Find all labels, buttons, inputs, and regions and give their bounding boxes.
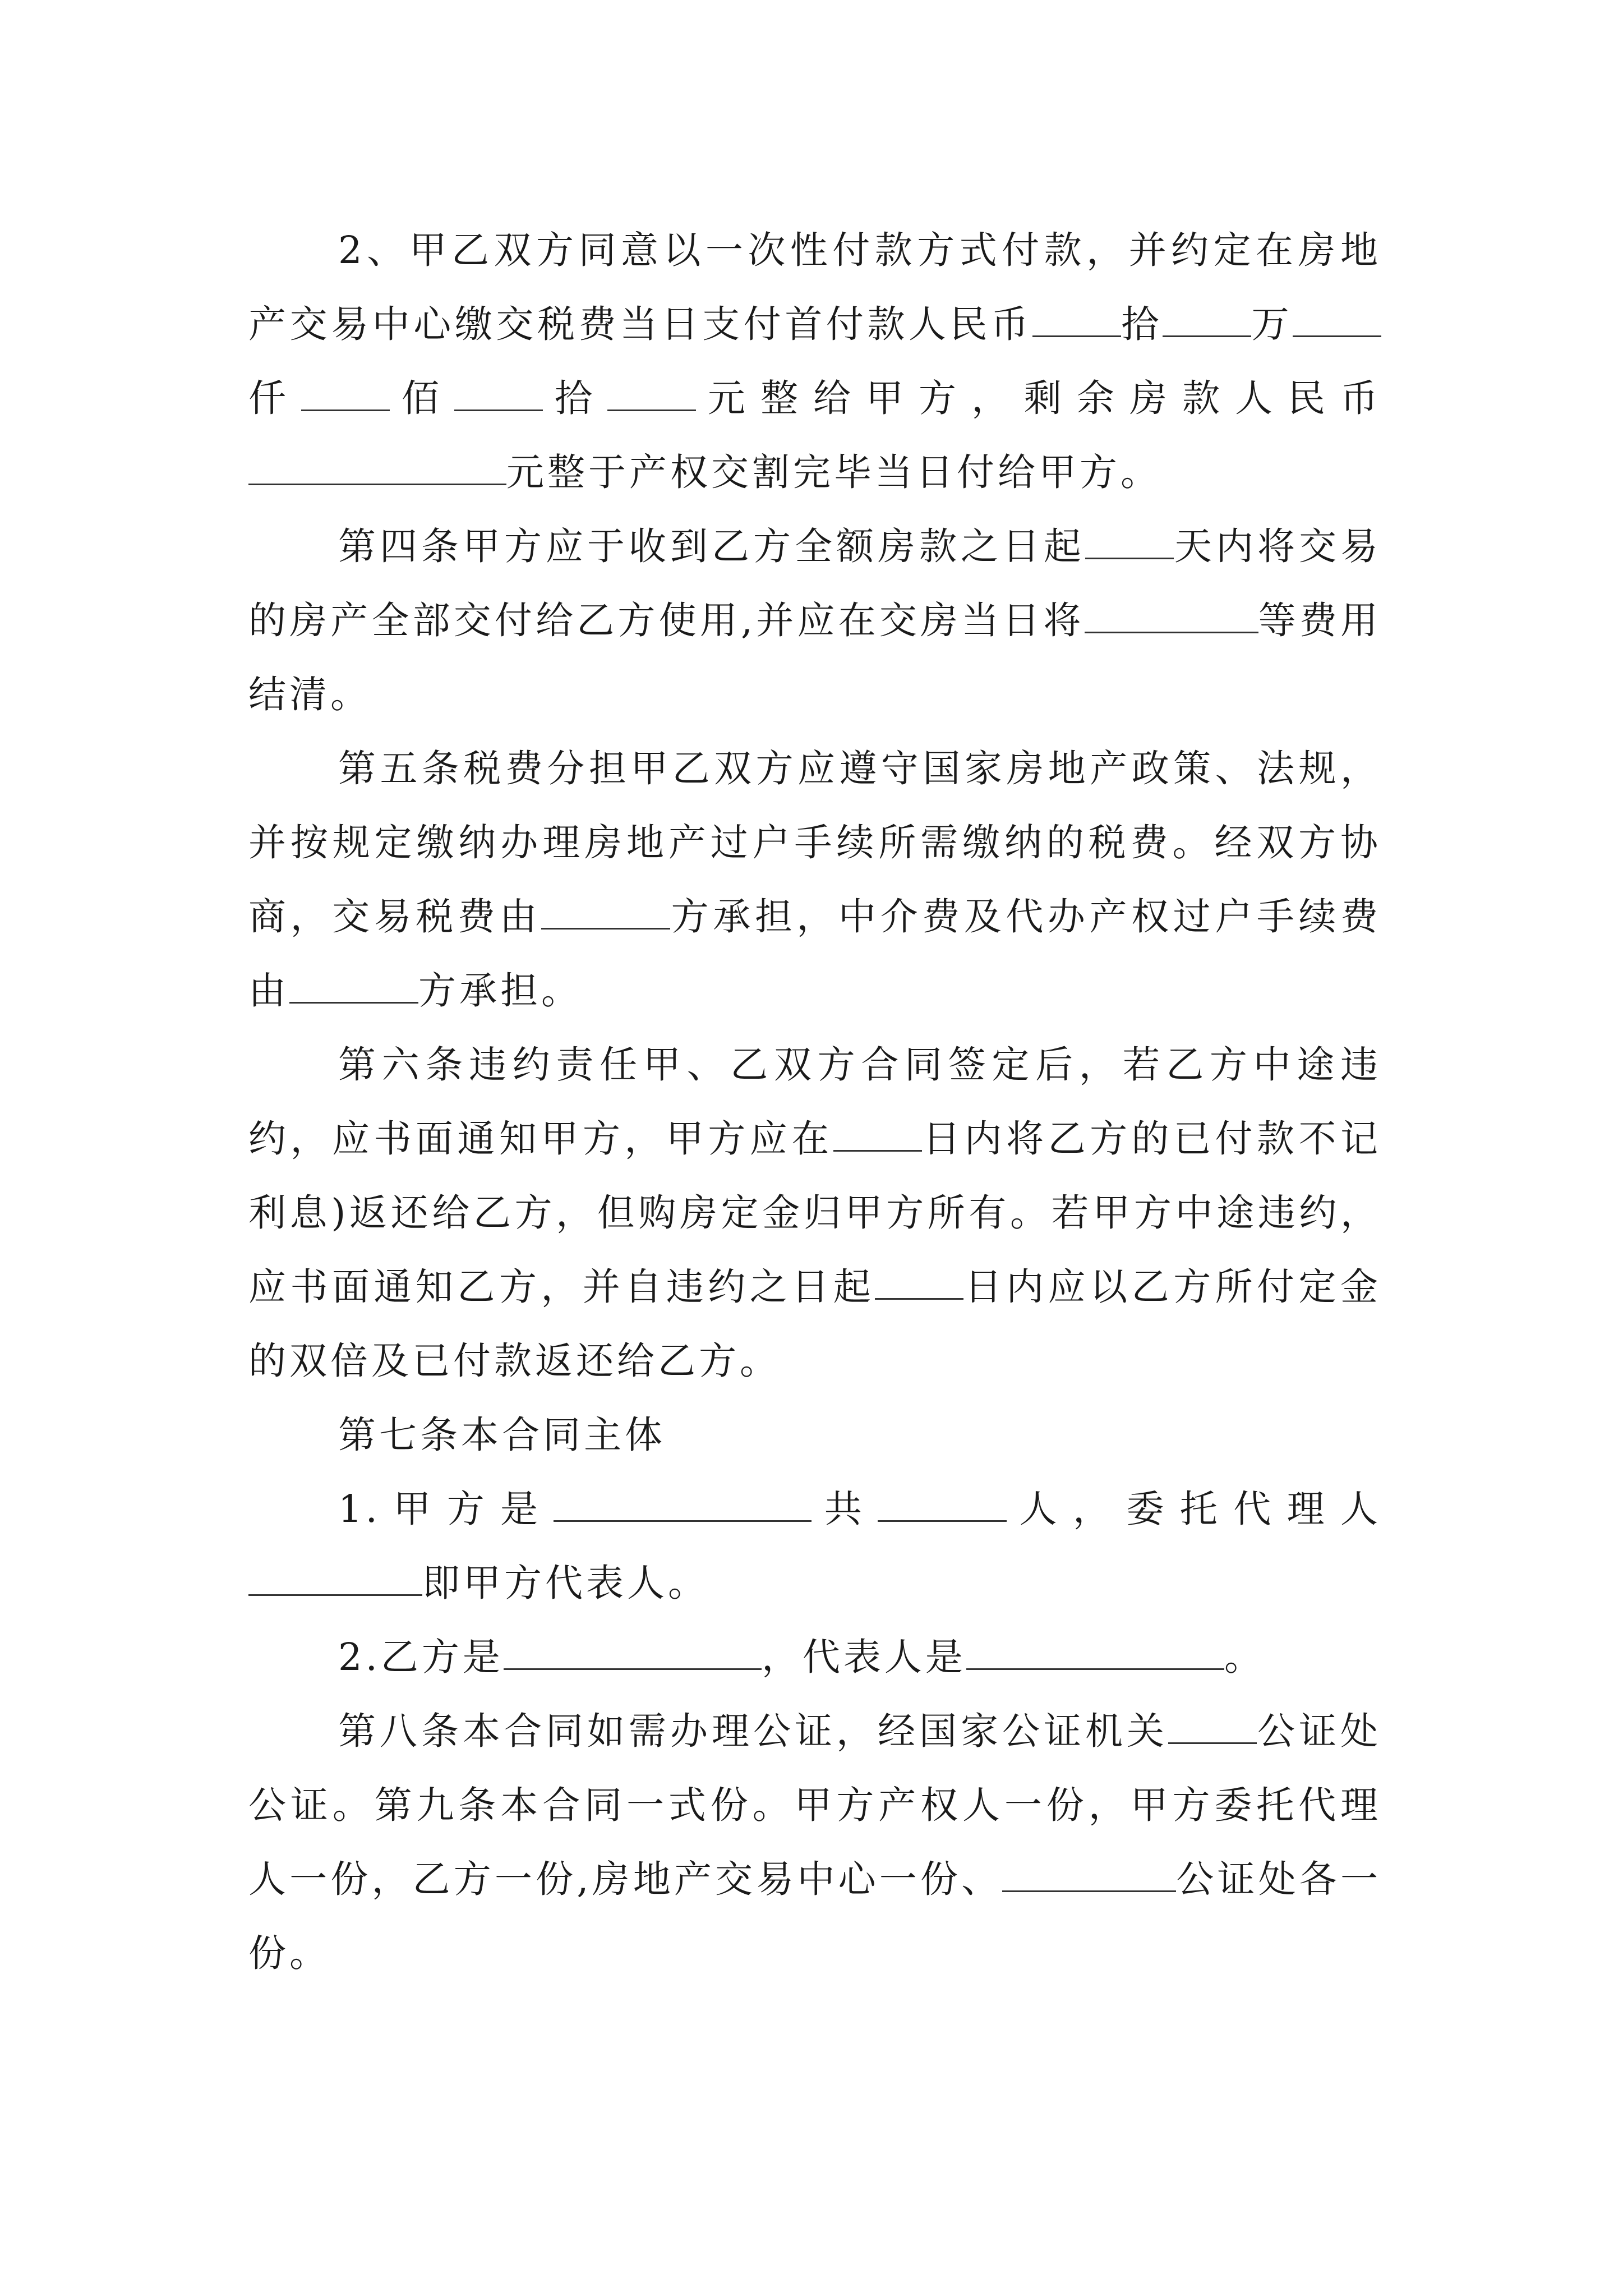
fill-in-blank: [248, 451, 506, 485]
paragraph-text: 第六条违约责任甲、乙双方合同签定后，若乙方中途违约，应书面通知甲方，甲方应在: [248, 1043, 1381, 1161]
paragraph-text: 第四条甲方应于收到乙方全额房款之日起: [338, 524, 1085, 568]
fill-in-blank: [966, 1636, 1224, 1670]
fill-in-blank: [1168, 1710, 1257, 1744]
fill-in-blank: [504, 1636, 762, 1670]
paragraph-text: 2、甲乙双方同意以一次性付款方式付款，并约定在房地产交易中心缴交税费当日支付首付款人民币: [248, 228, 1381, 346]
party-a-paragraph: [248, 1472, 1381, 1620]
fill-in-blank: [607, 377, 696, 411]
paragraph-text: 人，委托代理人: [1007, 1487, 1381, 1531]
fill-in-blank: [1293, 303, 1381, 337]
paragraph-text: 拾: [543, 376, 607, 420]
paragraph-text: 天内将交易的房产全部交付给乙方使用,并应在交房当日将: [248, 524, 1381, 642]
paragraph-text: 佰: [390, 376, 454, 420]
article-7-heading: [248, 1398, 1381, 1472]
paragraph-text: ，代表人是: [761, 1635, 966, 1679]
fill-in-blank: [454, 377, 543, 411]
article-5-paragraph: [248, 731, 1381, 1028]
paragraph-text: 元整给甲方，剩余房款人民币: [696, 376, 1381, 420]
fill-in-blank: [1163, 303, 1251, 337]
paragraph-text: 等费用结清。: [248, 599, 1382, 716]
party-b-paragraph: [248, 1620, 1381, 1694]
fill-in-blank: [878, 1488, 1007, 1522]
paragraph-text: 方承担。: [418, 969, 582, 1013]
paragraph-text: 共: [811, 1487, 878, 1531]
fill-in-blank: [1032, 303, 1121, 337]
paragraph-text: 1.甲方是: [338, 1487, 554, 1531]
paragraph-text: 第八条本合同如需办理公证，经国家公证机关: [338, 1709, 1168, 1753]
fill-in-blank: [554, 1488, 811, 1522]
paragraph-text: 元整于产权交割完毕当日付给甲方。: [506, 450, 1161, 494]
fill-in-blank: [289, 969, 418, 1004]
paragraph-text: 第七条本合同主体: [338, 1413, 666, 1457]
paragraph-text: 2.乙方是: [338, 1635, 504, 1679]
paragraph-text: 拾: [1121, 302, 1163, 346]
article-6-paragraph: [248, 1028, 1381, 1398]
fill-in-blank: [301, 377, 390, 411]
paragraph-text: 公证处各一份。: [248, 1857, 1382, 1975]
fill-in-blank: [248, 1562, 422, 1596]
paragraph-text: 仟: [248, 376, 301, 420]
contract-body: [248, 213, 1381, 1990]
article-8-9-paragraph: [248, 1694, 1381, 1990]
fill-in-blank: [833, 1117, 922, 1152]
paragraph-text: 公证处公证。第九条本合同一式份。甲方产权人一份，甲方委托代理人一份，乙方一份,房地产交易中心一份、: [248, 1709, 1381, 1901]
paragraph-text: 日内将乙方的已付款不记利息)返还给乙方，但购房定金归甲方所有。若甲方中途违约，应书面通知乙方，并自违约之日起: [248, 1117, 1381, 1309]
paragraph-text: 万: [1251, 302, 1293, 346]
fill-in-blank: [541, 895, 670, 930]
paragraph-text: 日内应以乙方所付定金的双倍及已付款返还给乙方。: [248, 1265, 1382, 1383]
article-4-paragraph: [248, 509, 1381, 731]
payment-method-paragraph: [248, 213, 1381, 509]
paragraph-text: 方承担，中介费及代办产权过户手续费由: [248, 895, 1382, 1013]
paragraph-text: 第五条税费分担甲乙双方应遵守国家房地产政策、法规，并按规定缴纳办理房地产过户手续所需缴纳的税费。经双方协商，交易税费由: [248, 747, 1381, 938]
fill-in-blank: [1085, 599, 1258, 633]
fill-in-blank: [1085, 525, 1174, 559]
paragraph-text: 。: [1224, 1635, 1265, 1679]
paragraph-text: 即甲方代表人。: [422, 1561, 709, 1605]
fill-in-blank: [875, 1266, 963, 1300]
fill-in-blank: [1002, 1858, 1176, 1892]
